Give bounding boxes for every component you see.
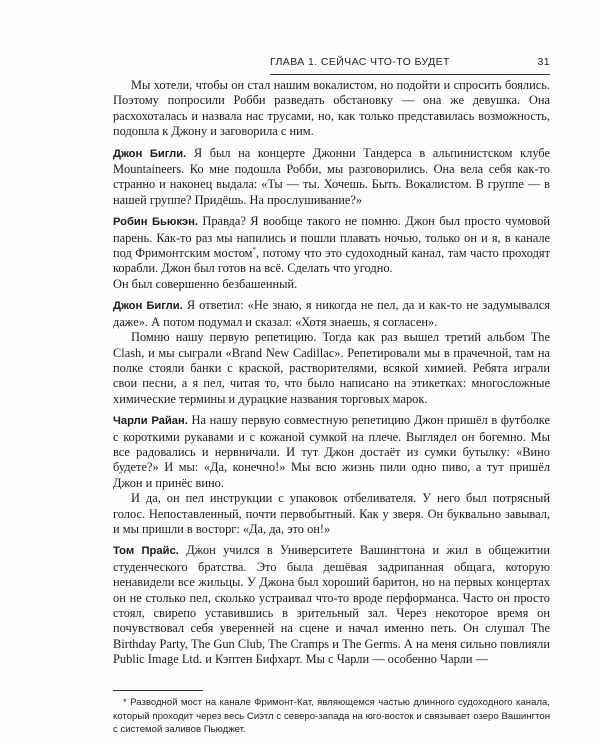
paragraph-text: Правда? Я вообще такого не помню. Джон был просто чумовой парень. Как-то раз мы напились и пошли плавать ночью, только он и я, в канале под Фримонтским мостом	[113, 214, 550, 261]
speaker-name: Робин Бьюкэн.	[113, 216, 198, 229]
paragraph	[113, 277, 550, 292]
footnote-reference: *	[252, 245, 257, 254]
interview-paragraph	[113, 214, 550, 277]
paragraph-text-continued: , потому что это судоходный канал, там часто проходят корабли. Джон был готов на всё. Сделать что угодно.	[113, 246, 550, 276]
footnote-mark: *	[123, 697, 127, 708]
paragraph-text: На нашу первую совместную репетицию Джон пришёл в футболке с короткими рукавами и с кожаной сумкой на плече. Выглядел он богемно. Мы все радовались и нервничали. И тут Джон достаёт из сумки бутылку: «Вино будете?» И мы: «Да, конечно!» Мы всю жизнь пили одно пиво, а тут пришёл Джон и принёс вино.	[113, 413, 550, 490]
speaker-name: Джон Бигли.	[113, 147, 187, 160]
footnote	[113, 696, 550, 737]
page-number: 31	[537, 56, 550, 68]
interview-paragraph	[113, 543, 550, 667]
paragraph-text: Я был на концерте Джонни Тандерса в альпинистском клубе Mountaineers. Ко мне подошла Робби, мы разговорились. Она вела себя как-то странно и наконец выдала: «Ты — ты. Хочешь. Быть. Вокалистом. В группе — в нашей группе? Придёшь. На прослушивание?»	[113, 145, 550, 207]
paragraph	[113, 491, 550, 537]
footnote-divider	[113, 690, 203, 691]
paragraph-text: Он был совершенно безбашенный.	[113, 276, 298, 291]
paragraph-text: Я ответил: «Не знаю, я никогда не пел, да и как-то не задумывался даже». А потом подумал и сказал: «Хотя знаешь, я согласен».	[113, 298, 550, 329]
paragraph	[113, 78, 550, 140]
running-header	[270, 56, 550, 75]
speaker-name: Чарли Райан.	[113, 415, 188, 428]
speaker-name: Том Прайс.	[113, 545, 179, 558]
interview-paragraph	[113, 146, 550, 209]
paragraph-text: И да, он пел инструкции с упаковок отбеливателя. У него был потрясный голос. Непоставленный, почти первобытный. Как у зверя. Он буквально завывал, и мы пришли в восторг: «Да, да, это он!»	[113, 491, 550, 536]
chapter-title: ГЛАВА 1. СЕЙЧАС ЧТО-ТО БУДЕТ	[270, 56, 450, 68]
footnote-text: Разводной мост на канале Фримонт-Кат, являющемся частью длинного судоходного канала, который проходит через весь Сиэтл с северо-запада на юго-восток и связывает озеро Вашингтон с системой заливов Пьюджет.	[113, 697, 551, 735]
paragraph-text: Мы хотели, чтобы он стал нашим вокалистом, но подойти и спросить боялись. Поэтому попросили Робби разведать обстановку — она же девушка. Она расхохоталась и назвала нас трусами, но, как только представилась возможность, подошла к Джону и заговорила с ним.	[113, 78, 550, 139]
paragraph	[113, 330, 550, 407]
speaker-name: Джон Бигли.	[113, 300, 183, 313]
interview-paragraph	[113, 298, 550, 330]
interview-paragraph	[113, 413, 550, 491]
footnote-paragraph	[113, 696, 550, 737]
paragraph-text: Джон учился в Университете Вашингтона и жил в общежитии студенческого братства. Это была дешёвая задрипанная общага, которую ненавидели все жильцы. У Джона был хороший баритон, но на первых концертах он не столько пел, сколько устраивал что-то вроде перформанса. Часто он просто стоял, свирепо уставившись в зрительный зал. Через некоторое время он почувствовал себя уверенней на сцене и начал именно петь. Он слушал The Birthday Party, The Gun Club, The Cramps и The Germs. А на меня сильно повлияли Public Image Ltd. и Кэптен Бифхарт. Мы с Чарли — особенно Чарли —	[113, 543, 550, 667]
main-text	[113, 78, 550, 668]
paragraph-text: Помню нашу первую репетицию. Тогда как раз вышел третий альбом The Clash, и мы сыграли «Brand New Cadillac». Репетировали мы в прачечной, там на полке стояли банки с краской, растворителями, всякой химией. Ребята играли свои песни, а я пел, читая то, что было написано на этикетках: многосложные химические термины и дурацкие названия торговых марок.	[113, 330, 550, 406]
